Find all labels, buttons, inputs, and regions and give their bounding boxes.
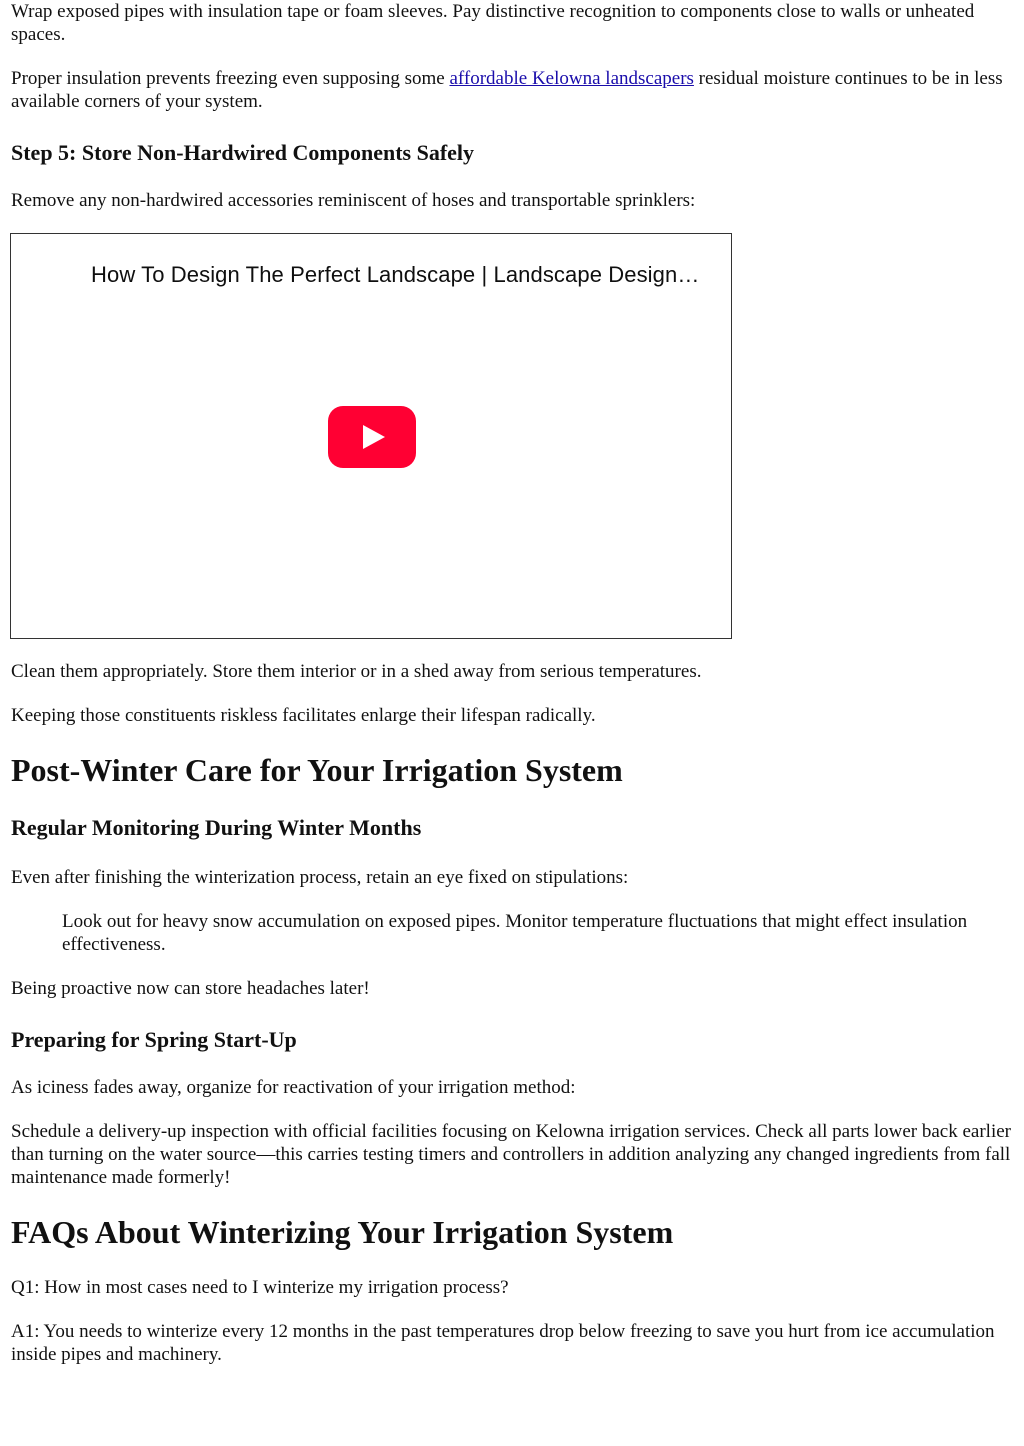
faq-answer-1: A1: You needs to winterize every 12 months in the past temperatures drop below freezing to save you hurt from ice accumulation inside pipes and machinery. — [11, 1321, 995, 1365]
paragraph-wrap-pipes: Wrap exposed pipes with insulation tape or foam sleeves. Pay distinctive recognition to components close to walls or unheated spaces. — [11, 1, 975, 45]
paragraph-remove-accessories: Remove any non-hardwired accessories reminiscent of hoses and transportable sprinklers: — [11, 190, 696, 211]
paragraph-clean-store: Clean them appropriately. Store them interior or in a shed away from serious temperatures. — [11, 661, 702, 682]
paragraph-reactivation: As iciness fades away, organize for reactivation of your irrigation method: — [11, 1077, 576, 1098]
paragraph-spring-inspection: Schedule a delivery-up inspection with official facilities focusing on Kelowna irrigation services. Check all parts lower back earlier than turning on the water source—this carries testing timers and controllers in addition analyzing any changed ingredients from fall maintenance made formerly! — [11, 1121, 1011, 1188]
paragraph-proactive: Being proactive now can store headaches later! — [11, 978, 370, 999]
step5-heading: Step 5: Store Non-Hardwired Components Safely — [11, 140, 475, 165]
post-winter-heading: Post-Winter Care for Your Irrigation System — [11, 752, 623, 788]
paragraph-lifespan: Keeping those constituents riskless facilitates enlarge their lifespan radically. — [11, 705, 596, 726]
affordable-landscapers-link[interactable]: affordable Kelowna landscapers — [449, 68, 694, 89]
video-embed[interactable] — [10, 233, 732, 639]
faqs-heading: FAQs About Winterizing Your Irrigation System — [11, 1214, 674, 1250]
indented-monitoring-tips: Look out for heavy snow accumulation on exposed pipes. Monitor temperature fluctuations that might effect insulation effectiveness. — [62, 911, 968, 955]
youtube-play-icon[interactable] — [328, 406, 416, 468]
paragraph-insulation-start: Proper insulation prevents freezing even supposing some — [11, 68, 450, 89]
monitoring-heading: Regular Monitoring During Winter Months — [11, 815, 422, 840]
paragraph-insulation-end: residual moisture continues to be in less available corners of your system. — [11, 68, 1003, 112]
paragraph-eye-on-conditions: Even after finishing the winterization process, retain an eye fixed on stipulations: — [11, 867, 629, 888]
paragraph-insulation — [11, 67, 1012, 113]
spring-heading: Preparing for Spring Start-Up — [11, 1027, 297, 1052]
video-title[interactable]: How To Design The Perfect Landscape | Landscape Design… — [91, 262, 700, 287]
faq-question-1: Q1: How in most cases need to I winterize my irrigation process? — [11, 1277, 509, 1298]
